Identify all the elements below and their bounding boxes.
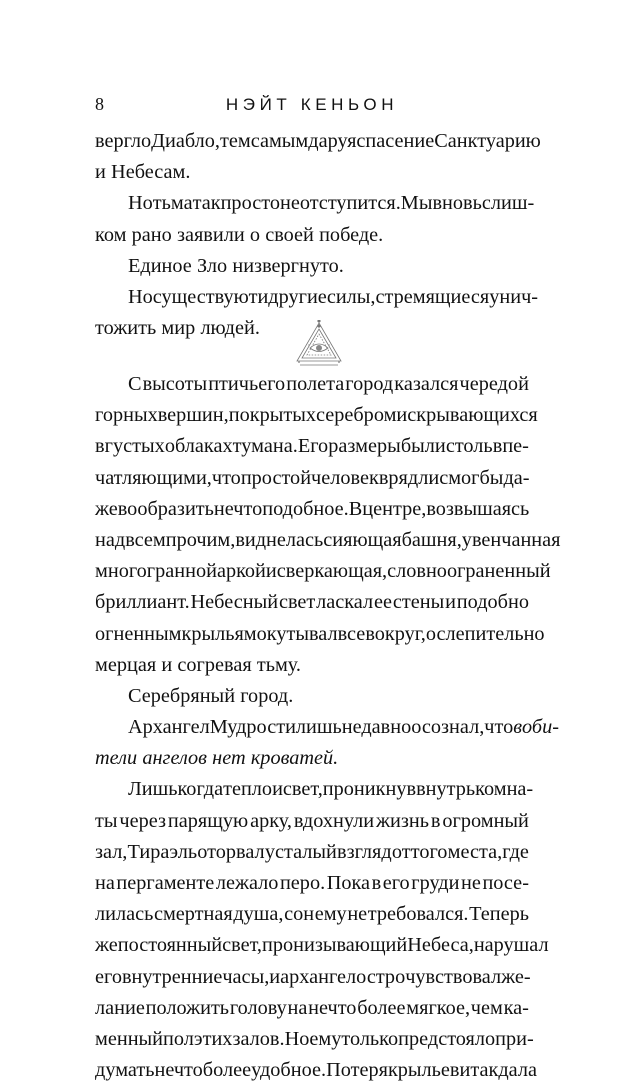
word: думать xyxy=(95,1059,155,1082)
text-line xyxy=(95,1024,534,1055)
word: в xyxy=(95,435,105,458)
word: так xyxy=(470,1059,499,1082)
word: нечто xyxy=(213,497,263,520)
word: покрытых xyxy=(228,404,316,427)
word: лилась xyxy=(95,903,154,926)
word: ангелов xyxy=(142,747,207,770)
word: тожить xyxy=(95,317,157,340)
word: Архангел xyxy=(128,716,210,739)
word: да- xyxy=(503,466,530,489)
word: нечто xyxy=(154,1059,203,1082)
text-line xyxy=(95,251,529,282)
word: свет, xyxy=(282,778,323,801)
word: же xyxy=(95,934,118,957)
word: вообразить xyxy=(117,497,214,520)
word: бы xyxy=(479,466,504,489)
word: же- xyxy=(501,965,531,988)
word: В xyxy=(348,497,363,520)
word: лание xyxy=(95,996,145,1019)
word: вергло xyxy=(95,130,152,152)
text-line xyxy=(95,494,529,525)
word: отступится. xyxy=(299,192,401,215)
word: более xyxy=(357,996,406,1019)
text-line xyxy=(95,556,551,587)
text-line xyxy=(95,525,561,556)
word: Диабло, xyxy=(151,130,220,152)
word: Небеса, xyxy=(407,934,474,957)
text-line xyxy=(95,157,529,188)
word: Небесам. xyxy=(111,161,191,184)
word: мерцая xyxy=(95,653,157,676)
text-line xyxy=(95,837,529,868)
word: согревая xyxy=(177,653,252,676)
word: груди xyxy=(411,872,460,894)
word: смертная xyxy=(153,903,233,926)
word: победе. xyxy=(319,223,384,246)
word: город xyxy=(345,373,394,395)
word: ослепительно xyxy=(425,622,545,645)
word: силы, xyxy=(326,285,376,308)
word: простой xyxy=(240,466,312,489)
word: возвышаясь xyxy=(426,497,530,520)
word: проникнув xyxy=(322,778,417,801)
word: нарушал xyxy=(473,934,549,957)
word: на xyxy=(95,872,115,894)
text-line xyxy=(95,282,539,313)
word: все xyxy=(337,622,366,645)
word: тели xyxy=(95,747,138,770)
word: ка- xyxy=(503,996,529,1019)
word: взгляд xyxy=(337,840,392,863)
word: так xyxy=(192,192,221,215)
word: всем xyxy=(125,528,166,551)
word: Тираэль xyxy=(127,840,198,863)
word: высоты xyxy=(142,373,208,395)
word: скрывающихся xyxy=(407,404,538,427)
word: голову xyxy=(229,996,287,1019)
word: парящую xyxy=(167,809,249,832)
text-line xyxy=(95,930,549,961)
word: остро xyxy=(356,965,406,988)
word: залов. xyxy=(232,1027,285,1050)
word: крыльев xyxy=(387,1059,460,1082)
word: город. xyxy=(240,684,294,707)
word: предстояло xyxy=(398,1027,496,1050)
word: вокруг, xyxy=(365,622,426,645)
word: оторвал xyxy=(197,840,265,863)
word: Его xyxy=(297,435,329,458)
word: впе- xyxy=(492,435,529,458)
word: зал, xyxy=(95,840,128,863)
text-line xyxy=(95,743,529,774)
word: подобно xyxy=(456,591,529,614)
text-line xyxy=(95,868,529,899)
text-line xyxy=(95,774,534,805)
triangle-eye-icon xyxy=(290,320,348,366)
word: Но xyxy=(128,285,153,308)
word: мир xyxy=(161,317,196,340)
word: в xyxy=(513,716,523,739)
word: вновь xyxy=(432,192,482,215)
word: огромный xyxy=(442,809,529,832)
word: рано xyxy=(131,223,172,246)
text-line xyxy=(95,993,529,1024)
word: требовался. xyxy=(367,903,469,926)
word: низвергнуто. xyxy=(232,254,344,277)
word: пронизывающий xyxy=(262,934,408,957)
word: густых xyxy=(104,435,165,458)
word: крыльям xyxy=(181,622,257,645)
word: посе- xyxy=(482,872,529,894)
word: столь xyxy=(445,435,493,458)
text-line xyxy=(95,806,529,837)
word: другие xyxy=(268,285,327,308)
word: заявили xyxy=(176,223,245,246)
word: смог xyxy=(439,466,480,489)
word: горных xyxy=(95,404,158,427)
text-line xyxy=(95,188,535,219)
word: Санктуарию xyxy=(434,130,541,152)
word: своей xyxy=(265,223,314,246)
word: часы, xyxy=(222,965,270,988)
word: Небесный xyxy=(190,591,279,614)
word: что xyxy=(211,466,241,489)
word: перо. xyxy=(279,872,326,894)
text-line xyxy=(95,369,529,400)
word: тьму. xyxy=(256,653,301,676)
text-line xyxy=(95,650,529,681)
word: и xyxy=(269,965,281,988)
word: птичьего xyxy=(208,373,286,395)
text-block-main xyxy=(95,369,561,1086)
word: ласкал xyxy=(316,591,374,614)
word: многогранной xyxy=(95,560,217,583)
word: спасение xyxy=(356,130,435,152)
word: людей. xyxy=(200,317,260,340)
word: свет xyxy=(278,591,316,614)
word: аркой xyxy=(216,560,266,583)
word: душа, xyxy=(233,903,284,926)
word: нечто xyxy=(308,996,357,1019)
word: стены xyxy=(392,591,445,614)
word: удобное. xyxy=(251,1059,327,1082)
word: пол xyxy=(163,1027,194,1050)
text-line xyxy=(95,1055,537,1086)
word: постоянный xyxy=(117,934,223,957)
word: тем xyxy=(220,130,251,152)
text-line xyxy=(95,220,529,251)
word: полета xyxy=(286,373,345,395)
word: центре, xyxy=(362,497,427,520)
word: пергаменте xyxy=(116,872,215,894)
word: кроватей. xyxy=(250,747,339,770)
word: Серебряный xyxy=(128,684,236,707)
word: и xyxy=(396,404,408,427)
word: свет, xyxy=(222,934,262,957)
word: ты xyxy=(95,809,118,832)
word: положить xyxy=(145,996,230,1019)
word: ему xyxy=(314,903,347,926)
word: архангел xyxy=(280,965,357,988)
word: ее xyxy=(373,591,392,614)
word: облаках xyxy=(164,435,233,458)
word: Мы xyxy=(400,192,433,215)
page-header xyxy=(95,92,529,118)
word: этих xyxy=(193,1027,233,1050)
text-line xyxy=(95,899,529,930)
word: самым xyxy=(250,130,309,152)
word: чувствовал xyxy=(405,965,502,988)
text-line xyxy=(95,962,529,993)
word: тепло xyxy=(223,778,273,801)
word: бриллиант. xyxy=(95,591,190,614)
word: сон xyxy=(284,903,315,926)
word: его xyxy=(95,965,122,988)
word: внутрь xyxy=(416,778,476,801)
word: окутывал xyxy=(256,622,338,645)
word: дала xyxy=(498,1059,537,1082)
text-line xyxy=(95,126,541,157)
word: увенчанная xyxy=(461,528,561,551)
word: над xyxy=(95,528,126,551)
word: и xyxy=(459,1059,471,1082)
word: лишь xyxy=(295,716,342,739)
word: же xyxy=(95,497,118,520)
word: Теперь xyxy=(469,903,529,926)
word: вдохнули xyxy=(293,809,375,832)
word: Пока xyxy=(326,872,371,894)
word: менный xyxy=(95,1027,164,1050)
word: существуют xyxy=(152,285,258,308)
word: сияющая xyxy=(323,528,402,551)
word: в xyxy=(371,872,382,894)
word: через xyxy=(119,809,167,832)
word: мягкое, xyxy=(406,996,471,1019)
word: комна- xyxy=(475,778,534,801)
word: тьма xyxy=(152,192,193,215)
word: не xyxy=(347,903,368,926)
word: Единое xyxy=(128,254,192,277)
word: более xyxy=(202,1059,252,1082)
word: Потеря xyxy=(326,1059,388,1082)
word: оби- xyxy=(522,716,559,739)
word: где xyxy=(502,840,529,863)
word: подобное. xyxy=(262,497,349,520)
word: и xyxy=(445,591,456,614)
word: словно xyxy=(387,560,447,583)
text-line xyxy=(95,463,529,494)
word: только xyxy=(341,1027,399,1050)
word: были xyxy=(400,435,446,458)
word: что xyxy=(484,716,514,739)
running-title: НЭЙТ КЕНЬОН xyxy=(225,95,399,114)
word: когда xyxy=(177,778,224,801)
word: при- xyxy=(495,1027,534,1050)
word: башня, xyxy=(401,528,462,551)
word: и xyxy=(95,161,106,184)
text-line xyxy=(95,431,529,462)
word: стремящиеся xyxy=(375,285,490,308)
text-line xyxy=(95,712,559,743)
word: внутренние xyxy=(121,965,223,988)
word: даруя xyxy=(308,130,357,152)
word: усталый xyxy=(264,840,337,863)
word: не xyxy=(461,872,481,894)
word: ком xyxy=(95,223,127,246)
word: осознал, xyxy=(411,716,485,739)
word: на xyxy=(287,996,308,1019)
word: ему xyxy=(309,1027,342,1050)
word: чем xyxy=(470,996,503,1019)
word: вряд xyxy=(378,466,419,489)
word: серебром xyxy=(315,404,397,427)
page-number: 8 xyxy=(95,94,104,114)
word: Но xyxy=(284,1027,310,1050)
text-line xyxy=(95,587,529,618)
word: арку, xyxy=(250,809,292,832)
word: Лишь xyxy=(128,778,178,801)
word: не xyxy=(279,192,300,215)
word: того xyxy=(410,840,448,863)
word: унич- xyxy=(489,285,539,308)
word: огненным xyxy=(95,622,182,645)
word: Мудрости xyxy=(209,716,296,739)
word: тумана. xyxy=(232,435,298,458)
word: Зло xyxy=(197,254,228,277)
word: лежало xyxy=(215,872,279,894)
text-line xyxy=(95,619,545,650)
word: и xyxy=(265,560,277,583)
word: и xyxy=(257,285,269,308)
word: от xyxy=(391,840,411,863)
word: человек xyxy=(311,466,379,489)
word: просто xyxy=(220,192,280,215)
word: в xyxy=(430,809,441,832)
word: виднелась xyxy=(235,528,324,551)
text-line xyxy=(95,681,529,712)
word: казался xyxy=(394,373,459,395)
word: размеры xyxy=(328,435,401,458)
word: ограненный xyxy=(446,560,551,583)
word: Но xyxy=(128,192,153,215)
word: и xyxy=(272,778,283,801)
text-block-intro xyxy=(95,126,541,344)
text-line xyxy=(95,400,538,431)
word: недавно xyxy=(341,716,412,739)
word: его xyxy=(382,872,410,894)
word: чатляющими, xyxy=(95,466,212,489)
word: прочим, xyxy=(165,528,236,551)
word: сверкающая, xyxy=(276,560,388,583)
word: и xyxy=(161,653,173,676)
word: ли xyxy=(418,466,440,489)
word: места, xyxy=(447,840,503,863)
word: С xyxy=(128,373,142,395)
word: вершин, xyxy=(157,404,229,427)
word: чередой xyxy=(459,373,529,395)
word: слиш- xyxy=(481,192,535,215)
word: о xyxy=(249,223,261,246)
word: нет xyxy=(212,747,246,770)
word: жизнь xyxy=(376,809,429,832)
